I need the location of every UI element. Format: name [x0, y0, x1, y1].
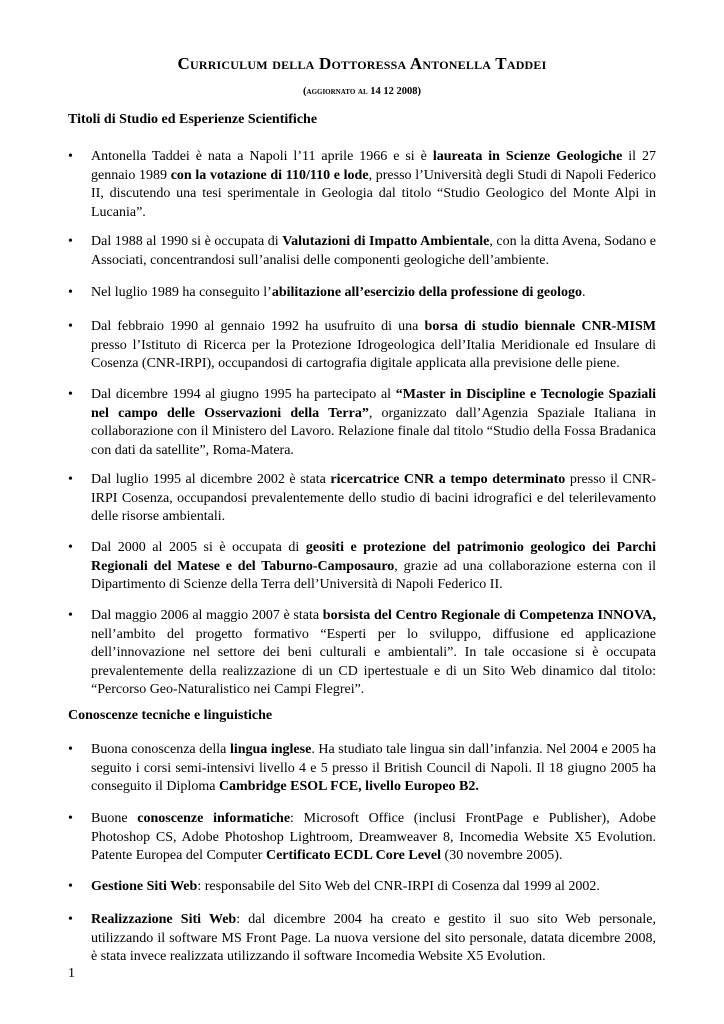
- list-item-text: [91, 539, 656, 595]
- list-item: [68, 284, 656, 303]
- bold-text: lingua inglese: [229, 742, 312, 757]
- bold-text: “Master in Discipline e Tecnologie Spaziali nel campo delle Osservazioni della Terra”: [91, 387, 657, 421]
- bullet-icon: •: [68, 540, 73, 555]
- document-subtitle: [0, 86, 724, 97]
- text-run: il 27 gennaio 1989: [91, 149, 656, 183]
- text-run: Buona conoscenza della: [91, 742, 230, 757]
- list-item-text: [91, 386, 656, 460]
- list-item: [68, 741, 656, 797]
- list-item-text: [91, 318, 656, 374]
- section-heading-skills: Conoscenze tecniche e linguistiche: [68, 708, 273, 723]
- list-item: [68, 386, 656, 460]
- text-run: presso l’Istituto di Ricerca per la Protezione Idrogeologica dell’Italia Meridionale ed Insulare di Cosenza (CNR-IRPI), occupandosi di cartografia digitale applicata alla previsione delle piene.: [91, 337, 656, 371]
- bullet-icon: •: [68, 742, 73, 757]
- bullet-icon: •: [68, 319, 73, 334]
- section-heading-studies: Titoli di Studio ed Esperienze Scientifiche: [68, 112, 318, 127]
- text-run: Antonella Taddei è nata a Napoli l’11 aprile 1966 e si è: [91, 149, 433, 164]
- text-run: presso il CNR-IRPI Cosenza, occupandosi prevalentemente dello studio di bacini idrografici e del telerilevamento delle risorse ambientali.: [91, 472, 656, 524]
- subtitle-date: 14 12 2008: [370, 86, 418, 97]
- text-run: Dal 2000 al 2005 si è occupata di: [91, 540, 306, 555]
- text-run: , con la ditta Avena, Sodano e Associati, concentrandosi sull’analisi delle componenti geologiche dell’ambiente.: [91, 234, 657, 268]
- text-run: .: [582, 285, 586, 300]
- list-item-text: [91, 878, 656, 897]
- text-run: Buone: [91, 811, 138, 826]
- text-run: , organizzato dall’Agenzia Spaziale Italiana in collaborazione con il Ministero del Lavoro. Relazione finale dal titolo “Studio della Fossa Bradanica con dati da satellite”, Roma-Matera.: [91, 405, 657, 458]
- bold-text: geositi e protezione del patrimonio geologico dei Parchi Regionali del Matese e del Taburno-Camposauro: [91, 540, 656, 574]
- list-item-text: [91, 810, 656, 866]
- bold-text: laureata in Scienze Geologiche: [432, 149, 623, 164]
- list-item-text: [91, 911, 656, 967]
- bullet-icon: •: [68, 608, 73, 623]
- bullet-icon: •: [68, 472, 73, 487]
- list-item-text: [91, 471, 656, 527]
- bold-text: con la votazione di 110/110 e lode: [170, 167, 369, 183]
- bold-text: borsista del Centro Regionale di Competenza INNOVA,: [322, 608, 656, 623]
- list-item: [68, 878, 656, 897]
- list-item: [68, 539, 656, 595]
- text-run: : Microsoft Office (inclusi FrontPage e Publisher), Adobe Photoshop CS, Adobe Photoshop Lightroom, Dreamweaver 8, Incomedia Website X5 Evolution. Patente Europea del Computer: [91, 811, 656, 863]
- bold-text: Valutazioni di Impatto Ambientale: [282, 234, 490, 249]
- text-run: , presso l’Università degli Studi di Napoli Federico II, discutendo una tesi sperimentale in Geologia dal titolo “Studio Geologico del Monte Alpi in Lucania”.: [91, 167, 656, 220]
- text-run: , grazie ad una collaborazione esterna con il Dipartimento di Scienze della Terra dell’Università di Napoli Federico II.: [91, 558, 657, 592]
- bold-text: ricercatrice CNR a tempo determinato: [330, 472, 566, 487]
- bold-text: abilitazione all’esercizio della professione di geologo: [271, 285, 582, 300]
- text-run: Dal febbraio 1990 al gennaio 1992 ha usufruito di una: [91, 319, 425, 334]
- text-run: : dal dicembre 2004 ha creato e gestito il suo sito Web personale, utilizzando il software MS Front Page. La nuova versione del sito personale, datata dicembre 2008, è stata invece realizzata utilizzando il software Incomedia Website X5 Evolution.: [91, 912, 656, 964]
- bold-text: conoscenze informatiche: [137, 811, 291, 826]
- text-run: nell’ambito del progetto formativo “Esperti per lo sviluppo, diffusione ed applicazione dell’innovazione nel settore dei beni culturali e ambientali”. In tale occasione si è occupata prevalentemente della realizzazione di un CD ipertestuale e di un Sito Web dinamico dal titolo: “Percorso Geo-Naturalistico nei Campi Flegrei”.: [91, 626, 656, 697]
- list-item: [68, 810, 656, 866]
- list-item: [68, 148, 656, 222]
- bullet-icon: •: [68, 912, 73, 927]
- text-run: Dal dicembre 1994 al giugno 1995 ha partecipato al: [91, 387, 396, 402]
- list-item: [68, 318, 656, 374]
- list-item: [68, 607, 656, 700]
- list-item: [68, 911, 656, 967]
- list-item-text: [91, 148, 656, 222]
- bullet-icon: •: [68, 149, 73, 164]
- text-run: Dal 1988 al 1990 si è occupata di: [91, 234, 283, 249]
- bold-text: borsa di studio biennale CNR-MISM: [424, 319, 656, 334]
- text-run: . Ha studiato tale lingua sin dall’infanzia. Nel 2004 e 2005 ha seguito i corsi semi-intensivi livello 4 e 5 presso il British Council di Napoli. Il 18 giugno 2005 ha conseguito il Diploma: [91, 742, 657, 794]
- bold-text: Certificato ECDL Core Level: [265, 848, 442, 863]
- subtitle-suffix: ): [417, 86, 421, 97]
- bold-text: Cambridge ESOL FCE, livello Europeo B2.: [218, 779, 479, 794]
- bullet-icon: •: [68, 879, 73, 894]
- page-number: 1: [68, 966, 75, 981]
- list-item: [68, 233, 656, 270]
- text-run: (30 novembre 2005).: [441, 848, 563, 863]
- bullet-icon: •: [68, 285, 73, 300]
- bullet-icon: •: [68, 387, 73, 402]
- list-item-text: [91, 284, 656, 303]
- text-run: Dal luglio 1995 al dicembre 2002 è stata: [91, 472, 331, 487]
- bullet-icon: •: [68, 811, 73, 826]
- bold-text: Gestione Siti Web: [91, 879, 198, 894]
- bullet-icon: •: [68, 234, 73, 249]
- text-run: Dal maggio 2006 al maggio 2007 è stata: [91, 608, 323, 623]
- list-item-text: [91, 233, 656, 270]
- document-title: Curriculum della Dottoressa Antonella Taddei: [177, 54, 547, 73]
- text-run: : responsabile del Sito Web del CNR-IRPI di Cosenza dal 1999 al 2002.: [197, 879, 600, 894]
- subtitle-prefix: (aggiornato al: [303, 86, 371, 97]
- bold-text: Realizzazione Siti Web: [91, 912, 237, 927]
- text-run: Nel luglio 1989 ha conseguito l’: [91, 285, 272, 300]
- list-item-text: [91, 607, 656, 700]
- list-item-text: [91, 741, 656, 797]
- list-item: [68, 471, 656, 527]
